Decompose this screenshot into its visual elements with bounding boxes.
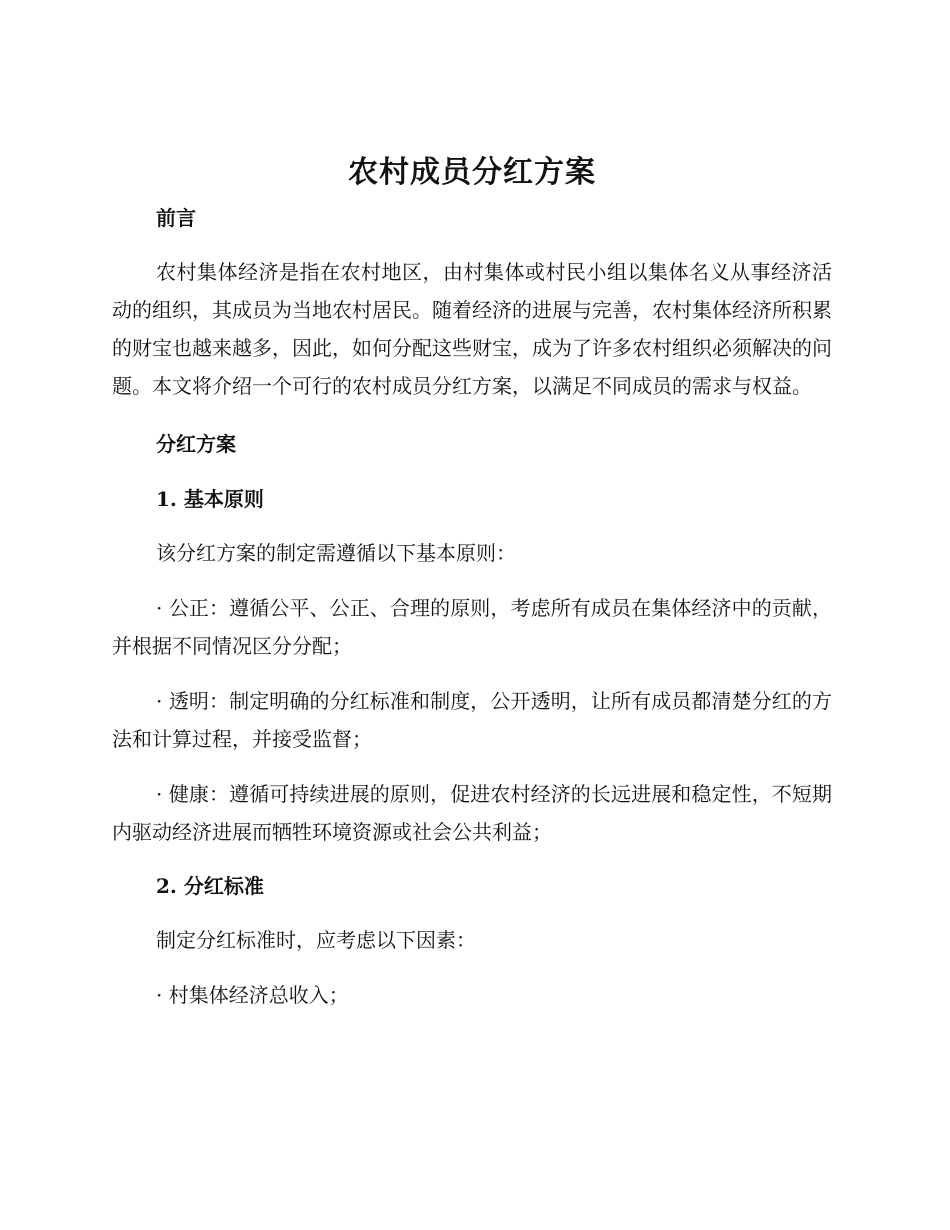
principle-item-health: · 健康：遵循可持续进展的原则，促进农村经济的长远进展和稳定性，不短期内驱动经济进展而牺牲环境资源或社会公共利益； — [112, 782, 832, 844]
standard-item-income: · 村集体经济总收入； — [156, 983, 349, 1007]
preface-heading: 前言 — [156, 206, 196, 230]
scheme-heading: 分红方案 — [156, 432, 236, 456]
principle-item-fairness: · 公正：遵循公平、公正、合理的原则，考虑所有成员在集体经济中的贡献，并根据不同情况区分分配； — [112, 596, 832, 658]
section-1-heading: 1. 基本原则 — [156, 487, 264, 511]
document-title: 农村成员分红方案 — [348, 155, 596, 190]
section-2-intro: 制定分红标准时，应考虑以下因素： — [156, 928, 476, 952]
preface-paragraph: 农村集体经济是指在农村地区，由村集体或村民小组以集体名义从事经济活动的组织，其成员为当地农村居民。随着经济的进展与完善，农村集体经济所积累的财宝也越来越多，因此，如何分配这些财宝，成为了许多农村组织必须解决的问题。本文将介绍一个可行的农村成员分红方案，以满足不同成员的需求与权益。 — [112, 260, 832, 398]
section-1-intro: 该分红方案的制定需遵循以下基本原则： — [156, 541, 516, 565]
principle-item-transparency: · 透明：制定明确的分红标准和制度，公开透明，让所有成员都清楚分红的方法和计算过程，并接受监督； — [112, 689, 832, 751]
document-page — [112, 150, 832, 1014]
section-2-heading: 2. 分红标准 — [156, 874, 264, 898]
